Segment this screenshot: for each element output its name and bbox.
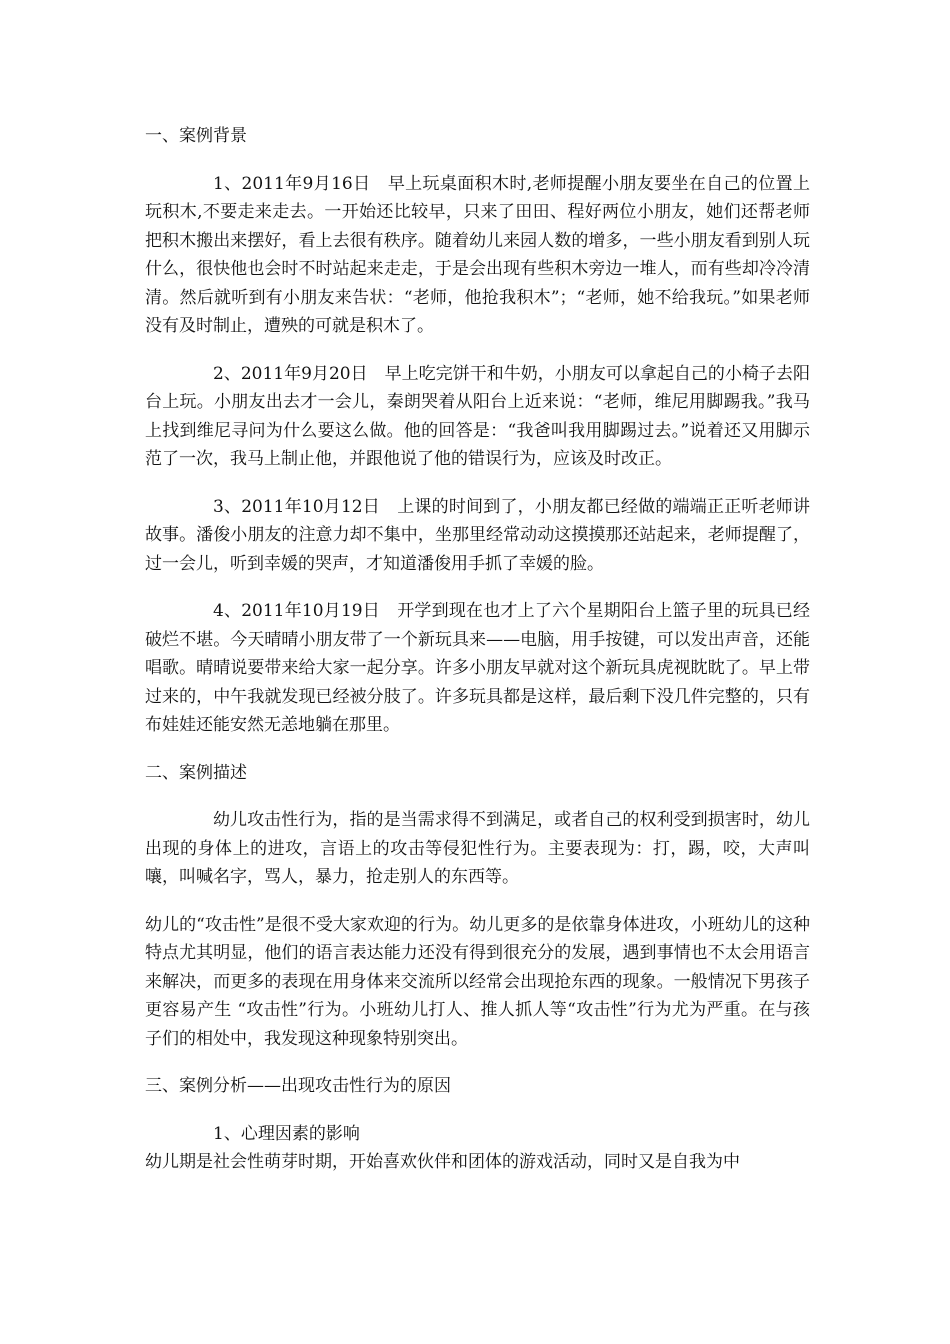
case-paragraph-4: 4、2011年10月19日 开学到现在也才上了六个星期阳台上篮子里的玩具已经破烂不堪。今天晴晴小朋友带了一个新玩具来——电脑，用手按键，可以发出声音，还能唱歌。晴晴说要带来给大家一起分享。许多小朋友早就对这个新玩具虎视眈眈了。早上带过来的，中午我就发现已经被分肢了。许多玩具都是这样，最后剩下没几件完整的，只有布娃娃还能安然无恙地躺在那里。 xyxy=(145,601,810,735)
description-paragraph-1: 幼儿攻击性行为，指的是当需求得不到满足，或者自己的权利受到损害时，幼儿出现的身体上的进攻，言语上的攻击等侵犯性行为。主要表现为：打，踢，咬，大声叫嚷，叫喊名字，骂人，暴力，抢走别人的东西等。 xyxy=(145,810,810,887)
case-paragraph-1: 1、2011年9月16日 早上玩桌面积木时,老师提醒小朋友要坐在自己的位置上玩积木,不要走来走去。一开始还比较早，只来了田田、程好两位小朋友，她们还帮老师把积木搬出来摆好，看上去很有秩序。随着幼儿来园人数的增多，一些小朋友看到别人玩什么，很快他也会时不时站起来走走，于是会出现有些积木旁边一堆人，而有些却冷冷清清。然后就听到有小朋友来告状：“老师，他抢我积木”；“老师，她不给我玩。”如果老师没有及时制止，遭殃的可就是积木了。 xyxy=(145,173,810,336)
section-heading-background: 一、案例背景 xyxy=(145,126,247,146)
description-paragraph-2: 幼儿的“攻击性”是很不受大家欢迎的行为。幼儿更多的是依靠身体进攻，小班幼儿的这种特点尤其明显，他们的语言表达能力还没有得到很充分的发展，遇到事情也不太会用语言来解决，而更多的表现在用身体来交流所以经常会出现抢东西的现象。一般情况下男孩子更容易产生 “攻击性”行为。小班幼儿打人、推人抓人等“攻击性”行为尤为严重。在与孩子们的相处中，我发现这种现象特别突出。 xyxy=(145,914,810,1049)
section-heading-description: 二、案例描述 xyxy=(145,762,247,783)
analysis-subheading-1: 1、心理因素的影响 xyxy=(213,1123,360,1144)
section-heading-analysis: 三、案例分析——出现攻击性行为的原因 xyxy=(145,1076,451,1096)
case-paragraph-3: 3、2011年10月12日 上课的时间到了，小朋友都已经做的端端正正听老师讲故事。潘俊小朋友的注意力却不集中，坐那里经常动动这摸摸那还站起来，老师提醒了，过一会儿，听到幸媛的哭声，才知道潘俊用手抓了幸媛的脸。 xyxy=(145,496,810,574)
document-page xyxy=(145,122,810,1177)
analysis-paragraph-1: 幼儿期是社会性萌芽时期，开始喜欢伙伴和团体的游戏活动，同时又是自我为中 xyxy=(145,1152,740,1172)
case-paragraph-2: 2、2011年9月20日 早上吃完饼干和牛奶，小朋友可以拿起自己的小椅子去阳台上玩。小朋友出去才一会儿，秦朗哭着从阳台上近来说：“老师，维尼用脚踢我。”我马上找到维尼寻问为什么要这么做。他的回答是：“我爸叫我用脚踢过去。”说着还又用脚示范了一次，我马上制止他，并跟他说了他的错误行为，应该及时改正。 xyxy=(145,363,810,469)
